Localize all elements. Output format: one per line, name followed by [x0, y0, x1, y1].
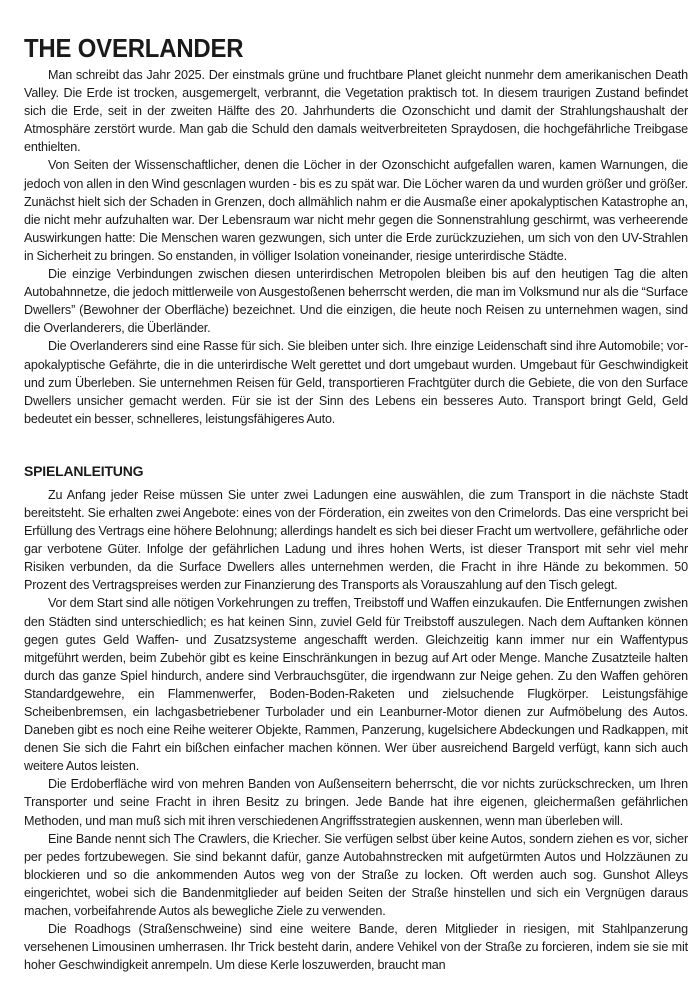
page-title: THE OVERLANDER — [24, 33, 244, 63]
instructions-paragraph: Die Roadhogs (Straßenschweine) sind eine weitere Bande, deren Mitglieder in riesigen, mit Stahlpanzerung versehenen Limousinen umherrasen. Ihr Trick besteht darin, andere Vehikel von der Straße zu forcieren, indem sie sie mit hoher Geschwindigkeit anrempeln. Um diese Kerle loszuwerden, braucht man — [24, 922, 688, 973]
instructions-paragraph: Zu Anfang jeder Reise müssen Sie unter zwei Ladungen eine auswählen, die zum Transport in die nächste Stadt bereitsteht. Sie erhalten zwei Angebote: eines von der Förderation, ein zweites von den Crimelords. Das eine verspricht bei Erfüllung des Vertrags eine höhere Belohnung; allerdings handelt es sich bei dieser Fracht um wertvollere, gefährliche oder gar verbotene Güter. Infolge der gefährlichen Ladung und ihres hohen Werts, ist dieser Transport mit sehr viel mehr Risiken verbunden, da die Surface Dwellers alles unternehmen werden, die Fracht in ihre Hände zu bekommen. 50 Prozent des Vertragspreises werden zur Finanzierung des Transports als Vorauszahlung auf den Tisch gelegt. — [24, 487, 688, 593]
instructions-paragraph: Eine Bande nennt sich The Crawlers, die Kriecher. Sie verfügen selbst über keine Autos, sondern ziehen es vor, sicher per pedes fortzubewegen. Sie sind bekannt dafür, ganze Autobahnstrecken mit aufgetürmten Autos und Holzzäunen zu blockieren und so die ankommenden Autos weg von der Straße zu locken. Oft werden auch sog. Gunshot Alleys eingerichtet, wobei sich die Bandenmitglieder auf beiden Seiten der Straße hinstellen und sich ein Vergnügen daraus machen, vorbeifahrende Autos als bewegliche Ziele zu verwenden. — [24, 831, 688, 919]
intro-paragraph: Die Overlanderers sind eine Rasse für sich. Sie bleiben unter sich. Ihre einzige Leidenschaft sind ihre Automobile; vor-apokalyptische Gefährte, die in die unterirdische Welt gerettet und dort umgebaut wurden. Umgebaut für Geschwindigkeit und zum Überleben. Sie unternehmen Reisen für Geld, transportieren Frachtgüter durch die Gebiete, die von den Surface Dwellers unsicher gemacht werden. Für sie ist der Sinn des Lebens ein besseres Auto. Transport bringt Geld, Geld bedeutet ein besser, schnelleres, leistungsfähigeres Auto. — [24, 339, 688, 426]
manual-page — [24, 32, 688, 974]
instructions-paragraph: Die Erdoberfläche wird von mehren Banden von Außenseitern beherrscht, die vor nichts zurückschrecken, um Ihren Transporter und seine Fracht in ihren Besitz zu bringen. Jede Bande hat ihre eigenen, gleichermaßen gefährlichen Methoden, und man muß sich mit ihren verschiedenen Angriffsstrategien auskennen, wenn man überleben will. — [24, 777, 688, 828]
intro-paragraph: Die einzige Verbindungen zwischen diesen unterirdischen Metropolen bleiben bis auf den heutigen Tag die alten Autobahnnetze, die jedoch mittlerweile von Ausgestoßenen beherrscht werden, die man im Volksmund nur als die “Surface Dwellers” (Bewohner der Oberfläche) bezeichnet. Und die einzigen, die heute noch Reisen zu unternehmen wagen, sind die Overlanderers, die Überländer. — [24, 267, 688, 336]
instructions-paragraph: Vor dem Start sind alle nötigen Vorkehrungen zu treffen, Treibstoff und Waffen einzukaufen. Die Entfernungen zwishen den Städten sind unterschiedlich; es hat keinen Sinn, zuviel Geld für Treibstoff auszulegen. Nach dem Auftanken können gegen gutes Geld Waffen- und Zusatzsysteme angeschafft werden. Gleichzeitig kann immer nur ein Waffentypus mitgeführt werden, beim Zubehör gibt es keine Einschränkungen in bezug auf Art oder Menge. Manche Zusatzteile halten durch das ganze Spiel hindurch, andere sind Verbrauchsgüter, die irgendwann zur Neige gehen. Zu den Waffen gehören Standardgewehre, ein Flammenwerfer, Boden-Boden-Raketen und zielsuchende Flugkörper. Leistungsfähige Scheibenbremsen, ein lachgasbetriebener Turbolader und ein Leanburner-Motor dienen zur Aufmöbelung des Autos. Daneben gibt es noch eine Reihe weiterer Objekte, Rammen, Panzerung, kugelsichere Abdeckungen und Radkappen, mit denen Sie sich die Fahrt ein bißchen einfacher machen können. Wer über ausreichend Bargeld verfügt, kann sich auch weitere Autos leisten. — [24, 596, 688, 774]
intro-section — [24, 66, 688, 428]
instructions-section — [24, 486, 688, 975]
intro-paragraph: Man schreibt das Jahr 2025. Der einstmals grüne und fruchtbare Planet gleicht nunmehr dem amerikanischen Death Valley. Die Erde ist trocken, ausgemergelt, verbrannt, die Vegetation praktisch tot. In diesem traurigen Zustand befindet sich die Erde, seit in der zweiten Hälfte des 20. Jahrhunderts die Ozonschicht und damit der Strahlungshaushalt der Atmosphäre zerstört wurde. Man gab die Schuld den damals weitverbreiteten Spraydosen, die hochgefährliche Treibgase enthielten. — [24, 68, 688, 155]
section-heading: SPIELANLEITUNG — [24, 462, 144, 479]
intro-paragraph: Von Seiten der Wissenschaftlicher, denen die Löcher in der Ozonschicht aufgefallen waren, kamen Warnungen, die jedoch von allen in den Wind gescnlagen wurden - bis es zu spät war. Die Löcher waren da und wurden größer und größer. Zunächst hielt sich der Schaden in Grenzen, doch allmählich nahm er die Ausmaße einer apokalyptischen Katastrophe an, die nicht mehr aufzuhalten war. Der Lebensraum war nicht mehr gegen die Sonnenstrahlung geschirmt, was verheerende Auswirkungen hatte: Die Menschen waren gezwungen, sich unter die Erde zurückzuziehen, um sich von den UV-Strahlen in Sicherheit zu bringen. So enstanden, in völliger Isolation voneinander, riesige unterirdische Städte. — [24, 158, 688, 263]
